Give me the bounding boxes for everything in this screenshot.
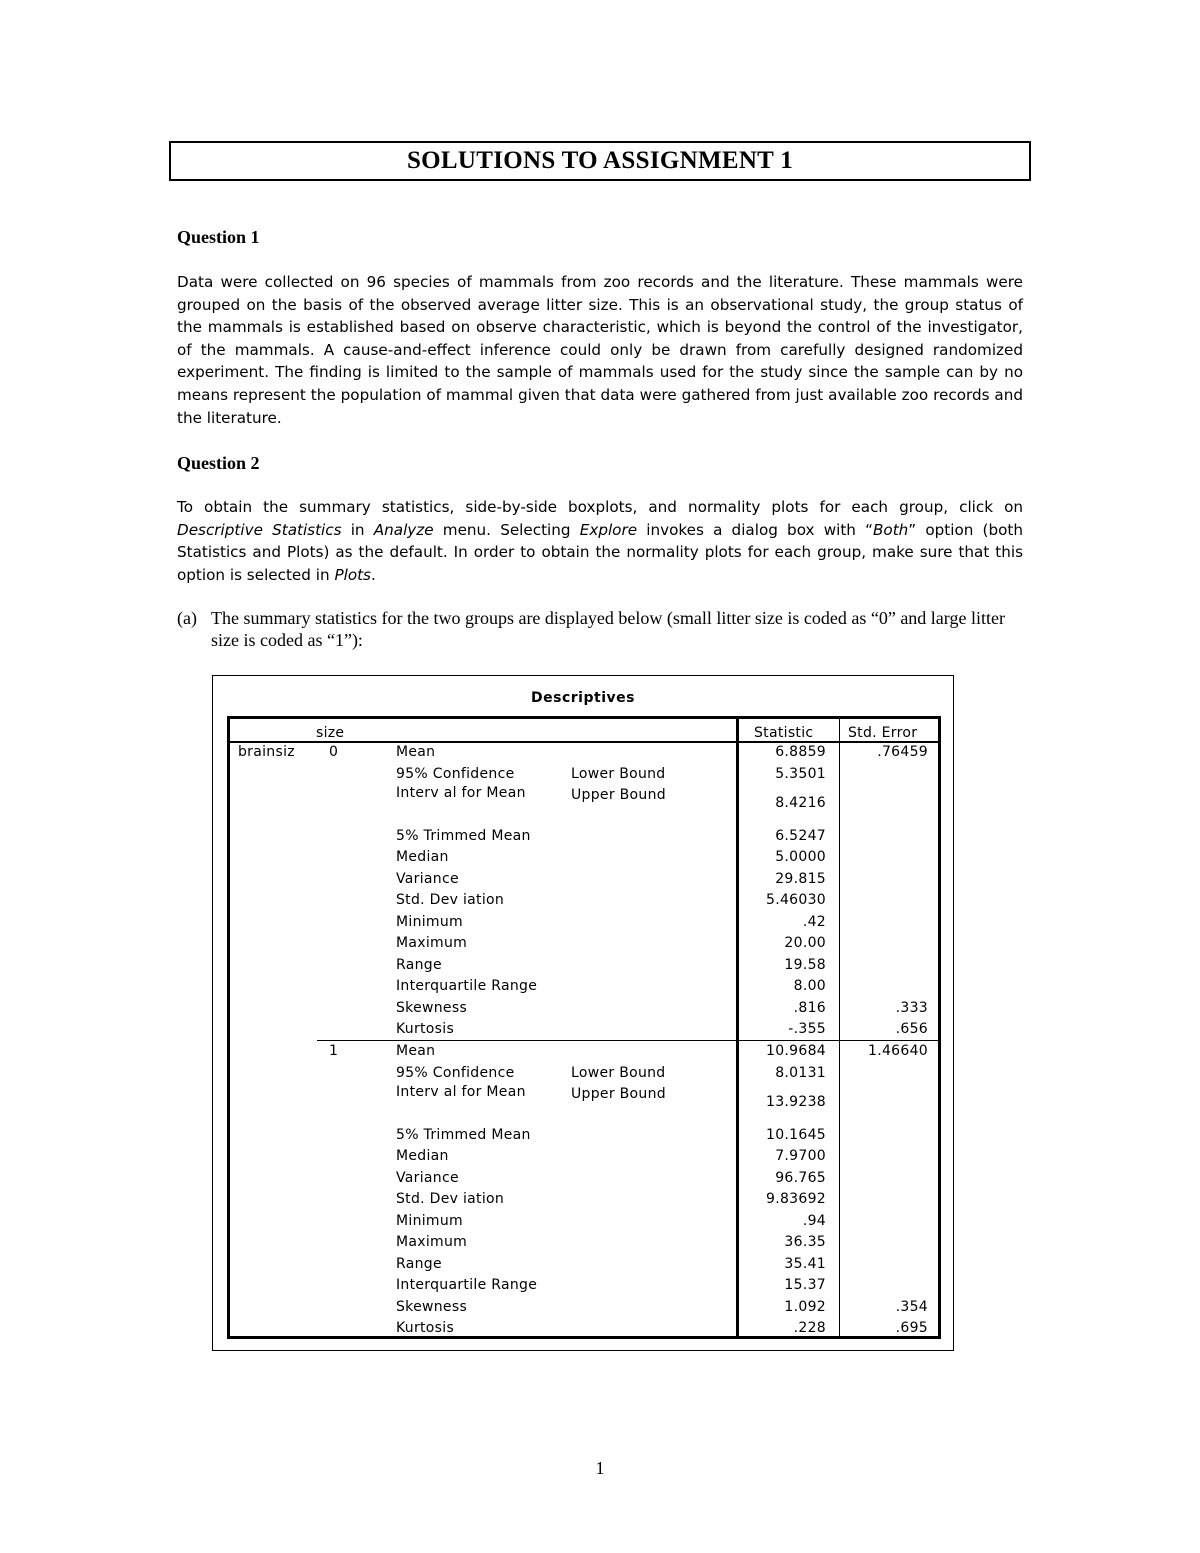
value-mean: 10.9684 bbox=[766, 1043, 826, 1059]
upper-bound-label: Upper Bound bbox=[571, 1086, 666, 1102]
row-label: Median bbox=[396, 849, 449, 865]
value-std-error: .695 bbox=[895, 1320, 928, 1336]
row-label: Maximum bbox=[396, 1234, 468, 1250]
value-statistic: -.355 bbox=[788, 1021, 826, 1037]
row-label: Median bbox=[396, 1148, 449, 1164]
row-label: 5% Trimmed Mean bbox=[396, 1126, 531, 1143]
row-label: Skewness bbox=[396, 1298, 468, 1315]
variable-label: brainsiz bbox=[238, 744, 295, 760]
row-label: Minimum bbox=[396, 1212, 463, 1229]
value-upper-bound: 8.4216 bbox=[775, 795, 826, 811]
descriptives-title: Descriptives bbox=[531, 690, 635, 706]
value-statistic: .816 bbox=[793, 999, 826, 1016]
value-statistic: 19.58 bbox=[784, 956, 826, 973]
row-label: 5% Trimmed Mean bbox=[396, 827, 531, 844]
value-std-error: .656 bbox=[895, 1021, 928, 1037]
lower-bound-label: Lower Bound bbox=[571, 1064, 666, 1081]
header-statistic: Statistic bbox=[754, 725, 814, 741]
row-label: Variance bbox=[396, 870, 459, 887]
value-mean: 6.8859 bbox=[775, 744, 826, 760]
std-error-mean: 1.46640 bbox=[868, 1043, 928, 1059]
group-separator bbox=[317, 1040, 938, 1041]
table-divider bbox=[736, 719, 739, 1336]
question-1-paragraph: Data were collected on 96 species of mammals from zoo records and the literature. These mammals were grouped on the basis of the observed average litter size. This is an observational study, the group status of the mammals is established based on observe characteristic, which is beyond the control of the investigator, of the mammals. A cause-and-effect inference could only be drawn from carefully designed randomized experiment. The finding is limited to the sample of mammals used for the study since the sample can by no means represent the population of mammal given that data were gathered from just available zoo records and the literature. bbox=[177, 273, 1023, 427]
value-statistic: 20.00 bbox=[784, 935, 826, 951]
value-statistic: 6.5247 bbox=[775, 827, 826, 844]
row-label: Range bbox=[396, 1255, 442, 1272]
row-label-mean: Mean bbox=[396, 744, 436, 760]
ci-label: 95% Confidence bbox=[396, 765, 515, 782]
value-statistic: 35.41 bbox=[784, 1255, 826, 1272]
value-statistic: 7.9700 bbox=[775, 1148, 826, 1164]
value-statistic: 29.815 bbox=[775, 870, 826, 887]
question-1-heading: Question 1 bbox=[177, 227, 260, 247]
value-upper-bound: 13.9238 bbox=[766, 1094, 826, 1110]
item-a-label: (a) bbox=[177, 608, 197, 628]
emphasis-plots: Plots bbox=[334, 565, 371, 584]
row-label: Kurtosis bbox=[396, 1320, 455, 1336]
row-label: Interquartile Range bbox=[396, 1277, 538, 1293]
value-statistic: 15.37 bbox=[784, 1277, 826, 1293]
lower-bound-label: Lower Bound bbox=[571, 765, 666, 782]
header-rule bbox=[230, 741, 938, 743]
ci-label: Interv al for Mean bbox=[396, 784, 526, 801]
value-std-error: .333 bbox=[895, 999, 928, 1016]
document-title: SOLUTIONS TO ASSIGNMENT 1 bbox=[169, 141, 1031, 181]
row-label: Kurtosis bbox=[396, 1021, 455, 1037]
value-statistic: 8.00 bbox=[793, 978, 826, 994]
value-statistic: 1.092 bbox=[784, 1298, 826, 1315]
group-code: 0 bbox=[329, 744, 339, 760]
value-statistic: 5.0000 bbox=[775, 849, 826, 865]
row-label: Maximum bbox=[396, 935, 468, 951]
value-statistic: 96.765 bbox=[775, 1169, 826, 1186]
table-divider bbox=[839, 719, 840, 1336]
emphasis-explore: Explore bbox=[579, 520, 638, 539]
emphasis-both: Both bbox=[872, 520, 909, 539]
ci-label: Interv al for Mean bbox=[396, 1083, 526, 1100]
emphasis-analyze: Analyze bbox=[373, 520, 434, 539]
ci-label: 95% Confidence bbox=[396, 1064, 515, 1081]
value-statistic: .94 bbox=[802, 1212, 826, 1229]
row-label: Std. Dev iation bbox=[396, 892, 505, 908]
header-std-error: Std. Error bbox=[848, 725, 918, 741]
question-2-paragraph: To obtain the summary statistics, side-by-side boxplots, and normality plots for each group, click on Descriptive Statistics in Analyze menu. Selecting Explore invokes a dialog box with “Both” option (both Statistics and Plots) as the default. In order to obtain the normality plots for each group, make sure that this option is selected in Plots. bbox=[177, 498, 1023, 584]
row-label: Minimum bbox=[396, 913, 463, 930]
page-number: 1 bbox=[595, 1458, 605, 1478]
value-statistic: 9.83692 bbox=[766, 1191, 826, 1207]
emphasis-descriptive-statistics: Descriptive Statistics bbox=[177, 520, 342, 539]
row-label-mean: Mean bbox=[396, 1043, 436, 1059]
row-label: Interquartile Range bbox=[396, 978, 538, 994]
value-statistic: 36.35 bbox=[784, 1234, 826, 1250]
value-statistic: 5.46030 bbox=[766, 892, 826, 908]
header-size: size bbox=[316, 725, 345, 741]
value-statistic: .228 bbox=[793, 1320, 826, 1336]
value-lower-bound: 8.0131 bbox=[775, 1064, 826, 1081]
upper-bound-label: Upper Bound bbox=[571, 787, 666, 803]
row-label: Skewness bbox=[396, 999, 468, 1016]
row-label: Variance bbox=[396, 1169, 459, 1186]
row-label: Std. Dev iation bbox=[396, 1191, 505, 1207]
group-code: 1 bbox=[329, 1043, 339, 1059]
descriptives-table bbox=[227, 716, 941, 1339]
value-std-error: .354 bbox=[895, 1298, 928, 1315]
question-2-heading: Question 2 bbox=[177, 453, 260, 473]
value-statistic: .42 bbox=[802, 913, 826, 930]
row-label: Range bbox=[396, 956, 442, 973]
std-error-mean: .76459 bbox=[877, 744, 928, 760]
value-lower-bound: 5.3501 bbox=[775, 765, 826, 782]
item-a-text: The summary statistics for the two groups are displayed below (small litter size is coded as “0” and large litter size is coded as “1”): bbox=[211, 608, 1005, 650]
value-statistic: 10.1645 bbox=[766, 1126, 826, 1143]
